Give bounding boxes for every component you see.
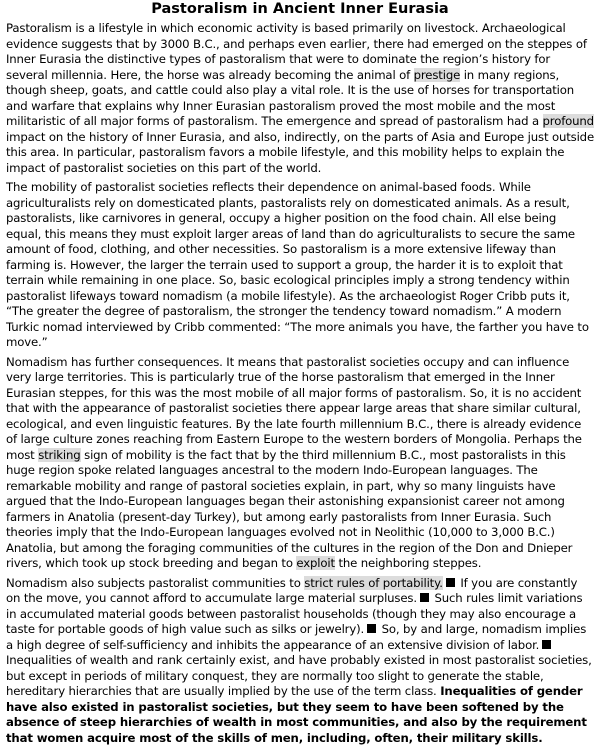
paragraph-3-text-c: the neighboring steppes. xyxy=(335,556,481,570)
paragraph-1 xyxy=(6,21,594,176)
highlighted-word-exploit[interactable]: exploit xyxy=(296,556,335,570)
paragraph-4-text-c: Such rules limit variations in accumulated material goods between pastoralist households (though they may also encourage a taste for portable goods of high value such as silks or jewelry). xyxy=(6,591,582,636)
paragraph-4-text-b: If you are constantly on the move, you cannot afford to accumulate large material surpluses. xyxy=(6,576,577,606)
insertion-square-icon-4[interactable] xyxy=(542,640,551,649)
highlighted-word-striking[interactable]: striking xyxy=(38,448,80,462)
paragraph-1-text-c: impact on the history of Inner Eurasia, and also, indirectly, on the parts of Asia and Europe just outside this area. In particular, pastoralism favors a mobile lifestyle, and this mobility helps to explain the impact of pastoralist societies on this part of the world. xyxy=(6,130,594,175)
insertion-square-icon-1[interactable] xyxy=(446,578,455,587)
insertion-square-icon-3[interactable] xyxy=(367,624,376,633)
highlighted-word-profound[interactable]: profound xyxy=(543,114,594,128)
paragraph-2 xyxy=(6,180,594,351)
paragraph-3 xyxy=(6,355,594,572)
passage-title: Pastoralism in Ancient Inner Eurasia xyxy=(6,0,594,18)
paragraph-4-text-e: Inequalities of wealth and rank certainly exist, and have probably existed in most pastoralist societies, but except in periods of military conquest, they are normally too slight to generate the stable, hereditary hierarchies that are usually implied by the use of the term class. xyxy=(6,653,592,698)
paragraph-1-text-b: in many regions, though sheep, goats, and cattle could also play a vital role. It is the use of horses for transportation and warfare that explains why Inner Eurasian pastoralism proved the most mobile and the most militaristic of all major forms of pastoralism. The emergence and spread of pastoralism had a xyxy=(6,68,574,129)
paragraph-3-text-a: Nomadism has further consequences. It means that pastoralist societies occupy and can influence very large territories. This is particularly true of the horse pastoralism that emerged in the Inner Eurasian steppes, for this was the most mobile of all major forms of pastoralism. So, it is no accident that with the appearance of pastoralist societies there appear large areas that share similar cultural, ecological, and even linguistic features. By the late fourth millennium B.C., there is already evidence of large culture zones reaching from Eastern Europe to the western borders of Mongolia. Perhaps the most xyxy=(6,355,582,462)
paragraph-4 xyxy=(6,576,594,746)
paragraph-1-text-a: Pastoralism is a lifestyle in which economic activity is based primarily on livestock. Archaeological evidence suggests that by 3000 B.C., and perhaps even earlier, there had emerged on the steppes of Inner Eurasia the distinctive types of pastoralism that were to dominate the region’s history for several millennia. Here, the horse was already becoming the animal of xyxy=(6,21,587,82)
insertion-square-icon-2[interactable] xyxy=(420,593,429,602)
bold-insert-sentence: Inequalities of gender have also existed in pastoralist societies, but they seem to have been softened by the absence of steep hierarchies of wealth in most communities, and also by the requirement that women acquire most of the skills of men, including, often, their military skills. xyxy=(6,684,587,745)
paragraph-2-text: The mobility of pastoralist societies reflects their dependence on animal-based foods. While agriculturalists rely on domesticated plants, pastoralists rely on domesticated animals. As a result, pastoralists, like carnivores in general, occupy a higher position on the food chain. All else being equal, this means they must exploit larger areas of land than do agriculturalists to secure the same amount of food, clothing, and other necessities. So pastoralism is a more extensive lifeway than farming is. However, the larger the terrain used to support a group, the harder it is to exploit that terrain while remaining in one place. So, basic ecological principles imply a strong tendency within pastoralist lifeways toward nomadism (a mobile lifestyle). As the archaeologist Roger Cribb puts it, “The greater the degree of pastoralism, the stronger the tendency toward nomadism.” A modern Turkic nomad interviewed by Cribb commented: “The more animals you have, the farther you have to move.” xyxy=(6,180,589,349)
paragraph-3-text-b: sign of mobility is the fact that by the third millennium B.C., most pastoralists in this huge region spoke related languages ancestral to the modern Indo-European languages. The remarkable mobility and range of pastoral societies explain, in part, why so many linguists have argued that the Indo-European languages began their astonishing expansionist career not among farmers in Anatolia (present-day Turkey), but among early pastoralists from Inner Eurasia. Such theories imply that the Indo-European languages evolved not in Neolithic (10,000 to 3,000 B.C.) Anatolia, but among the foraging communities of the cultures in the region of the Don and Dnieper rivers, which took up stock breeding and began to xyxy=(6,448,572,571)
highlighted-word-prestige[interactable]: prestige xyxy=(414,68,461,82)
paragraph-4-text-a: Nomadism also subjects pastoralist communities to xyxy=(6,576,304,590)
paragraph-4-text-d: So, by and large, nomadism implies a high degree of self-sufficiency and inhibits the appearance of an extensive division of labor. xyxy=(6,622,586,652)
highlighted-phrase-strict-rules[interactable]: strict rules of portability. xyxy=(304,576,443,590)
